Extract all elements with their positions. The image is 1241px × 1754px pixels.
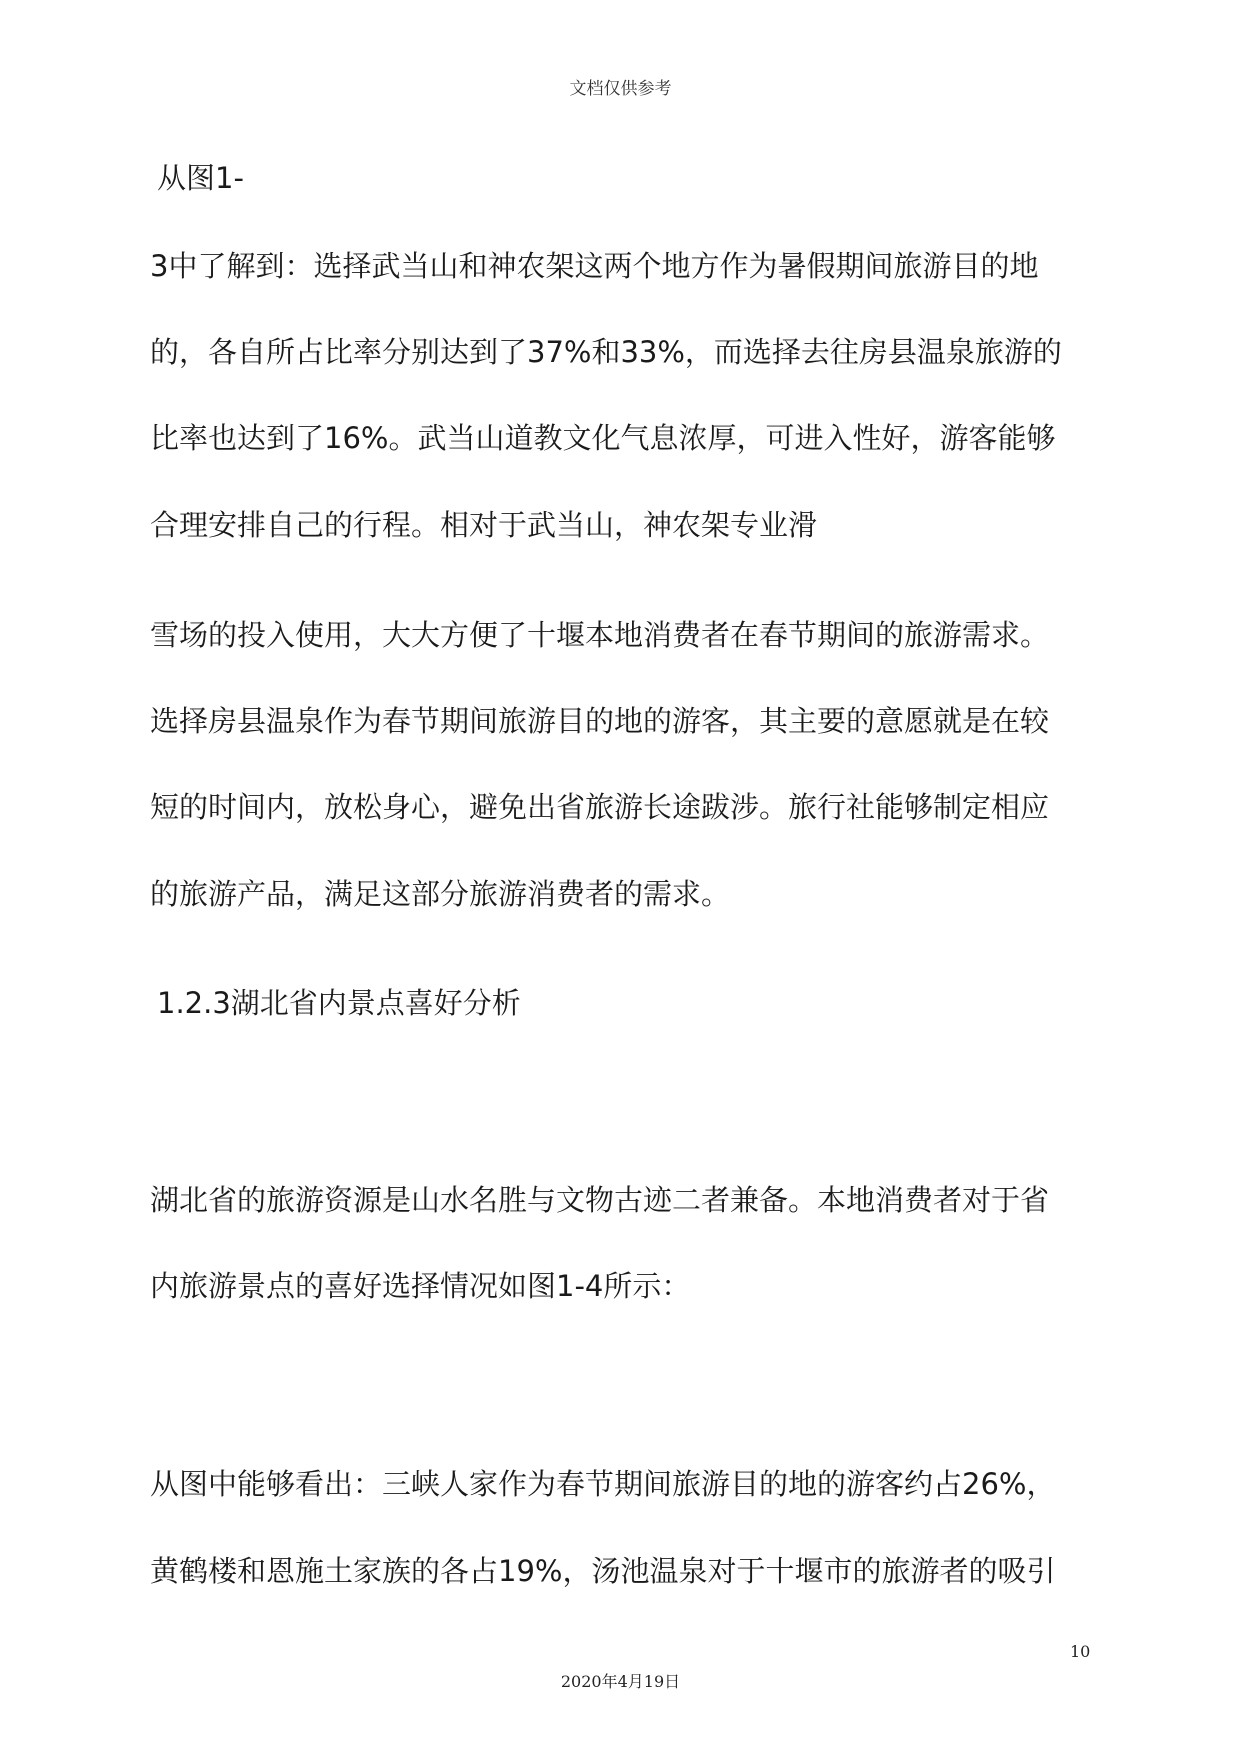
paragraph-line: 短的时间内，放松身心，避免出省旅游长途跋涉。旅行社能够制定相应 <box>150 790 1050 824</box>
paragraph-line: 比率也达到了16%。武当山道教文化气息浓厚，可进入性好，游客能够 <box>150 421 1056 455</box>
paragraph-line: 黄鹤楼和恩施土家族的各占19%，汤池温泉对于十堰市的旅游者的吸引 <box>150 1554 1056 1588</box>
paragraph-line: 的旅游产品，满足这部分旅游消费者的需求。 <box>150 877 731 911</box>
paragraph-line: 的，各自所占比率分别达到了37%和33%，而选择去往房县温泉旅游的 <box>150 335 1062 369</box>
paragraph-line: 内旅游景点的喜好选择情况如图1-4所示： <box>150 1269 691 1303</box>
footer-date: 2020年4月19日 <box>560 1672 681 1691</box>
paragraph-line: 选择房县温泉作为春节期间旅游目的地的游客，其主要的意愿就是在较 <box>150 704 1050 738</box>
paragraph-line: 3中了解到：选择武当山和神农架这两个地方作为暑假期间旅游目的地 <box>150 249 1039 283</box>
paragraph-line: 合理安排自己的行程。相对于武当山，神农架专业滑 <box>150 508 818 542</box>
paragraph-line: 从图中能够看出：三峡人家作为春节期间旅游目的地的游客约占26%， <box>150 1467 1056 1501</box>
paragraph-line: 雪场的投入使用，大大方便了十堰本地消费者在春节期间的旅游需求。 <box>150 618 1050 652</box>
paragraph-line: 从图1- <box>157 161 244 195</box>
page-header: 文档仅供参考 <box>569 79 672 99</box>
paragraph-line: 湖北省的旅游资源是山水名胜与文物古迹二者兼备。本地消费者对于省 <box>150 1183 1050 1217</box>
section-heading: 1.2.3湖北省内景点喜好分析 <box>157 986 521 1020</box>
page-number: 10 <box>1070 1642 1091 1661</box>
